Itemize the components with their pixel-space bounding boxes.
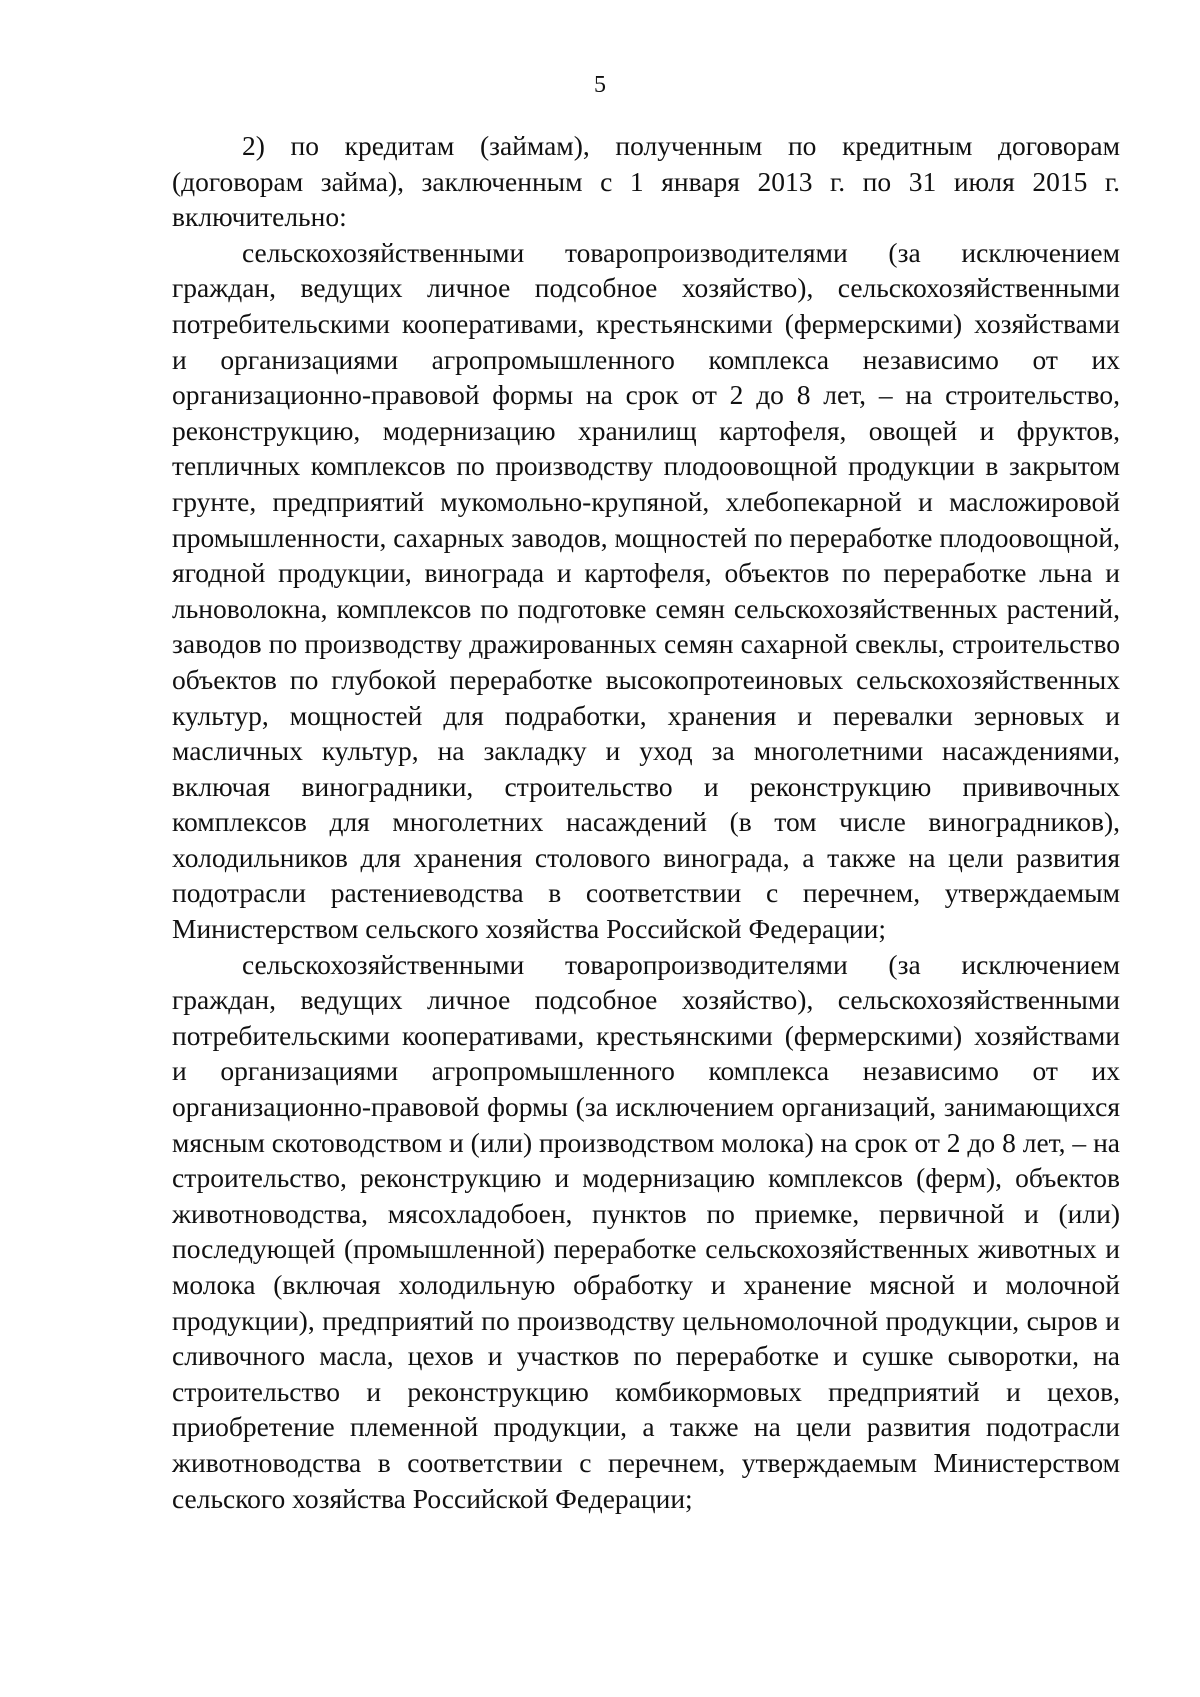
paragraph-livestock: сельскохозяйственными товаропроизводителями (за исключением граждан, ведущих личное подсобное хозяйство), сельскохозяйственными потребительскими кооперативами, крестьянскими (фермерскими) хозяйствами и организациями агропромышленного комплекса независимо от их организационно-правовой формы (за исключением организаций, занимающихся мясным скотоводством и (или) производством молока) на срок от 2 до 8 лет, – на строительство, реконструкцию и модернизацию комплексов (ферм), объектов животноводства, мясохладобоен, пунктов по приемке, первичной и (или) последующей (промышленной) переработке сельскохозяйственных животных и молока (включая холодильную обработку и хранение мясной и молочной продукции), предприятий по производству цельномолочной продукции, сыров и сливочного масла, цехов и участков по переработке и сушке сыворотки, на строительство и реконструкцию комбикормовых предприятий и цехов, приобретение племенной продукции, а также на цели развития подотрасли животноводства в соответствии с перечнем, утверждаемым Министерством сельского хозяйства Российской Федерации; [172,948,1120,1514]
page-number: 5 [594,72,606,98]
document-body [172,128,1120,1516]
paragraph-credits-intro: 2) по кредитам (займам), полученным по кредитным договорам (договорам займа), заключенным с 1 января 2013 г. по 31 июля 2015 г. включительно: [172,130,1120,233]
paragraph-crop-production: сельскохозяйственными товаропроизводителями (за исключением граждан, ведущих личное подсобное хозяйство), сельскохозяйственными потребительскими кооперативами, крестьянскими (фермерскими) хозяйствами и организациями агропромышленного комплекса независимо от их организационно-правовой формы на срок от 2 до 8 лет, – на строительство, реконструкцию, модернизацию хранилищ картофеля, овощей и фруктов, тепличных комплексов по производству плодоовощной продукции в закрытом грунте, предприятий мукомольно-крупяной, хлебопекарной и масложировой промышленности, сахарных заводов, мощностей по переработке плодоовощной, ягодной продукции, винограда и картофеля, объектов по переработке льна и льноволокна, комплексов по подготовке семян сельскохозяйственных растений, заводов по производству дражированных семян сахарной свеклы, строительство объектов по глубокой переработке высокопротеиновых сельскохозяйственных культур, мощностей для подработки, хранения и перевалки зерновых и масличных культур, на закладку и уход за многолетними насаждениями, включая виноградники, строительство и реконструкцию прививочных комплексов для многолетних насаждений (в том числе виноградников), холодильников для хранения столового винограда, а также на цели развития подотрасли растениеводства в соответствии с перечнем, утверждаемым Министерством сельского хозяйства Российской Федерации; [172,236,1120,945]
